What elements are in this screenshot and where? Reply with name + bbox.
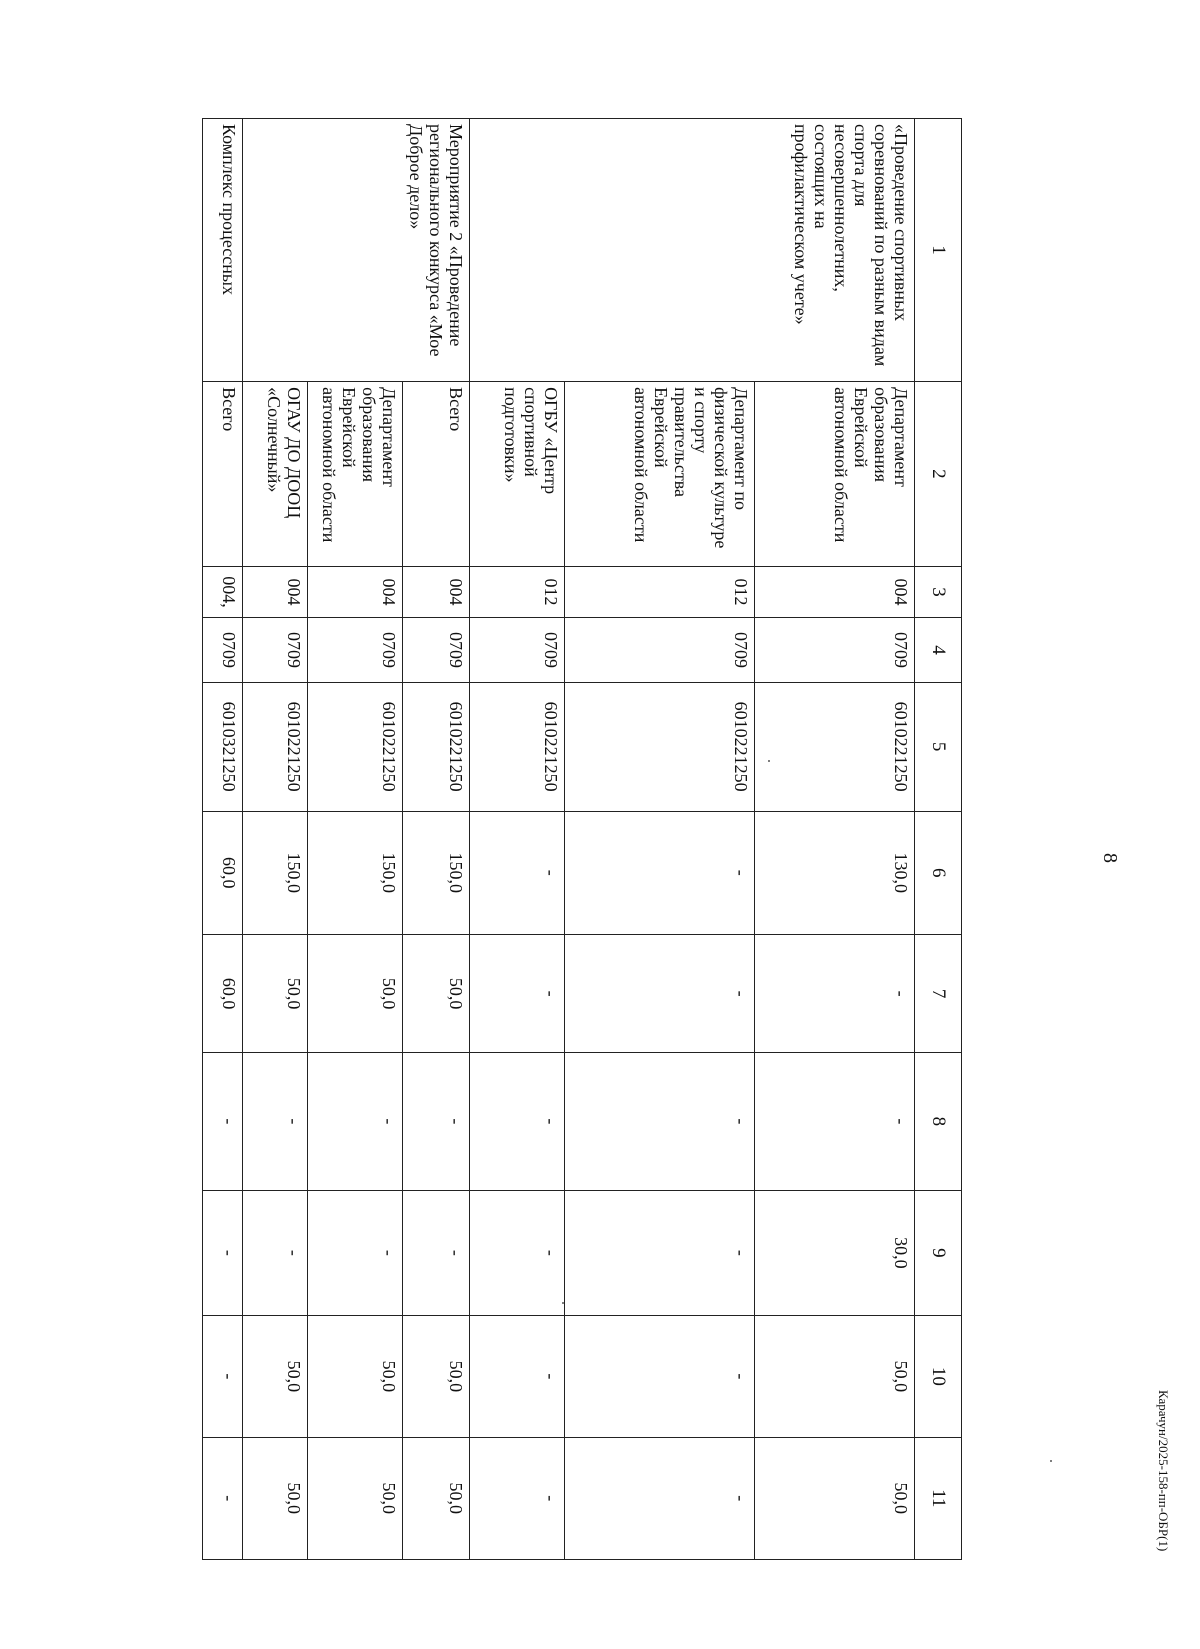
header-cell: 7 <box>915 935 962 1053</box>
cell-col10: 50,0 <box>308 1316 403 1437</box>
cell-col8: - <box>565 1053 755 1190</box>
header-cell: 8 <box>915 1053 962 1190</box>
cell-col5: 6010221250 <box>308 682 403 811</box>
table-row <box>565 119 755 1560</box>
executor-cell: ОГАУ ДО ДООЦ «Солнечный» <box>243 382 308 567</box>
page-number: 8 <box>1099 853 1121 863</box>
cell-col5: 6010221250 <box>755 682 915 811</box>
cell-col7: 60,0 <box>203 935 243 1053</box>
cell-col5: 6010321250 <box>203 682 243 811</box>
executor-cell: Всего <box>403 382 470 567</box>
cell-col10: 50,0 <box>755 1316 915 1437</box>
cell-col5: 6010221250 <box>565 682 755 811</box>
table-row <box>755 119 915 1560</box>
cell-col6: 150,0 <box>243 811 308 934</box>
activity-name-cell <box>308 119 403 382</box>
cell-col8: - <box>403 1053 470 1190</box>
executor-cell: ОГБУ «Центр спортивной подготовки» <box>470 382 565 567</box>
cell-col3: 004 <box>308 566 403 618</box>
cell-col3: 004, <box>203 566 243 618</box>
cell-col7: - <box>470 935 565 1053</box>
cell-col7: 50,0 <box>243 935 308 1053</box>
executor-cell: Всего <box>203 382 243 567</box>
activity-name-cell: Мероприятие 2 «Проведение регионального конкурса «Мое Доброе дело» <box>403 119 470 382</box>
cell-col4: 0709 <box>203 618 243 682</box>
cell-col3: 004 <box>755 566 915 618</box>
cell-col5: 6010221250 <box>403 682 470 811</box>
header-cell: 6 <box>915 811 962 934</box>
activity-name-cell <box>470 119 565 382</box>
cell-col10: - <box>203 1316 243 1437</box>
table-row <box>203 119 243 1560</box>
cell-col9: - <box>470 1190 565 1316</box>
cell-col11: 50,0 <box>243 1437 308 1559</box>
cell-col11: - <box>203 1437 243 1559</box>
table-row <box>403 119 470 1560</box>
budget-table <box>203 118 963 1560</box>
cell-col7: 50,0 <box>403 935 470 1053</box>
cell-col8: - <box>203 1053 243 1190</box>
header-cell: 10 <box>915 1316 962 1437</box>
cell-col3: 012 <box>565 566 755 618</box>
executor-cell: Департамент образования Еврейской автономной области <box>755 382 915 567</box>
executor-cell: Департамент по физической культуре и спорту правительства Еврейской автономной области <box>565 382 755 567</box>
header-cell: 9 <box>915 1190 962 1316</box>
header-cell: 1 <box>915 119 962 382</box>
cell-col7: - <box>565 935 755 1053</box>
cell-col9: - <box>203 1190 243 1316</box>
cell-col6: - <box>565 811 755 934</box>
cell-col6: 150,0 <box>403 811 470 934</box>
cell-col11: 50,0 <box>755 1437 915 1559</box>
table-header-row <box>915 119 962 1560</box>
cell-col8: - <box>243 1053 308 1190</box>
cell-col9: - <box>308 1190 403 1316</box>
cell-col4: 0709 <box>243 618 308 682</box>
cell-col3: 012 <box>470 566 565 618</box>
table-row <box>470 119 565 1560</box>
header-cell: 3 <box>915 566 962 618</box>
cell-col11: 50,0 <box>403 1437 470 1559</box>
cell-col4: 0709 <box>470 618 565 682</box>
cell-col10: - <box>565 1316 755 1437</box>
cell-col4: 0709 <box>308 618 403 682</box>
executor-cell: Департамент образования Еврейской автономной области <box>308 382 403 567</box>
cell-col9: - <box>565 1190 755 1316</box>
cell-col7: 50,0 <box>308 935 403 1053</box>
cell-col5: 6010221250 <box>470 682 565 811</box>
header-cell: 11 <box>915 1437 962 1559</box>
cell-col11: 50,0 <box>308 1437 403 1559</box>
cell-col4: 0709 <box>565 618 755 682</box>
cell-col8: - <box>308 1053 403 1190</box>
cell-col9: - <box>243 1190 308 1316</box>
cell-col4: 0709 <box>403 618 470 682</box>
activity-name-cell <box>565 119 755 382</box>
cell-col6: - <box>470 811 565 934</box>
activity-name-cell: Комплекс процессных <box>203 119 243 382</box>
cell-col4: 0709 <box>755 618 915 682</box>
cell-col8: - <box>470 1053 565 1190</box>
header-cell: 5 <box>915 682 962 811</box>
document-code: Карачун/2025-158-пп-ОБР(1) <box>1156 1390 1171 1552</box>
cell-col11: - <box>470 1437 565 1559</box>
cell-col9: - <box>403 1190 470 1316</box>
cell-col8: - <box>755 1053 915 1190</box>
table-row <box>308 119 403 1560</box>
cell-col7: - <box>755 935 915 1053</box>
cell-col3: 004 <box>403 566 470 618</box>
cell-col10: - <box>470 1316 565 1437</box>
cell-col10: 50,0 <box>403 1316 470 1437</box>
cell-col11: - <box>565 1437 755 1559</box>
header-cell: 4 <box>915 618 962 682</box>
cell-col5: 6010221250 <box>243 682 308 811</box>
activity-name-cell <box>243 119 308 382</box>
cell-col6: 60,0 <box>203 811 243 934</box>
header-cell: 2 <box>915 382 962 567</box>
scan-speck <box>1050 1460 1052 1462</box>
cell-col6: 130,0 <box>755 811 915 934</box>
cell-col10: 50,0 <box>243 1316 308 1437</box>
cell-col3: 004 <box>243 566 308 618</box>
activity-name-cell: «Проведение спортивных соревнований по разным видам спорта для несовершеннолетних, состоящих на профилактическом учете» <box>755 119 915 382</box>
cell-col6: 150,0 <box>308 811 403 934</box>
cell-col9: 30,0 <box>755 1190 915 1316</box>
table-row <box>243 119 308 1560</box>
